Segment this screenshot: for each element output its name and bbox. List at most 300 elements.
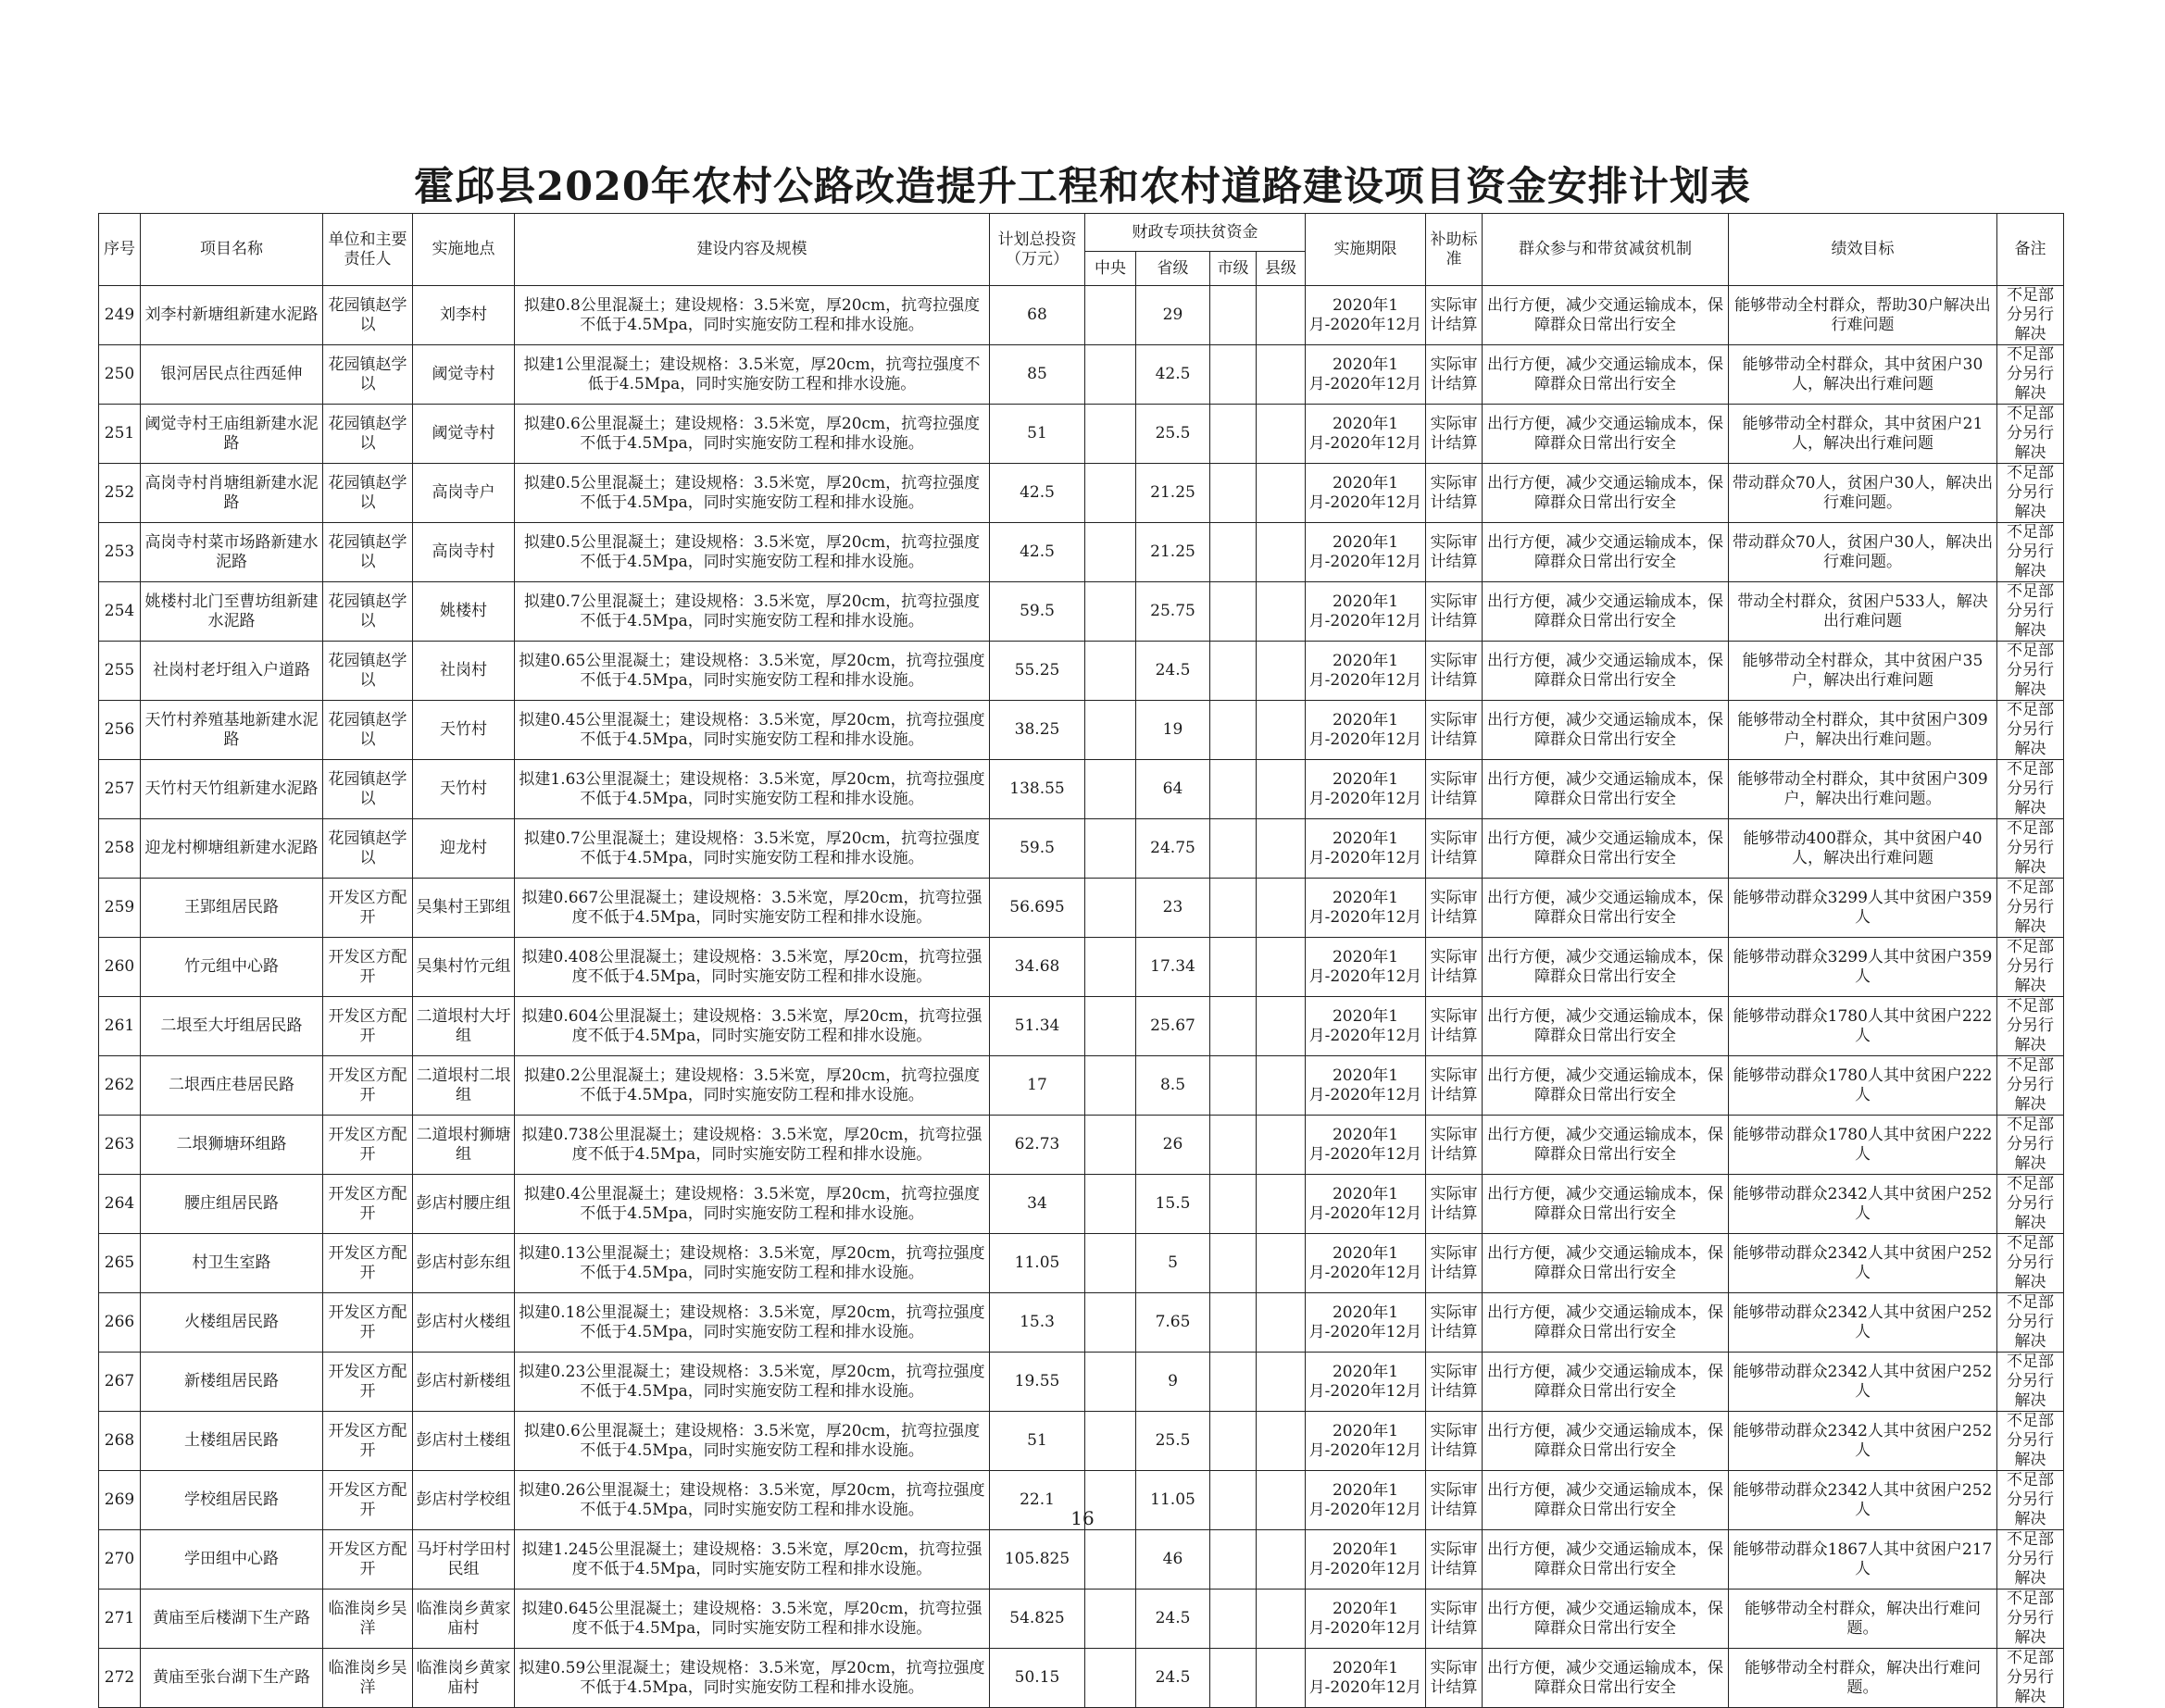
cell-subsidy: 实际审计结算 [1426, 1412, 1483, 1471]
cell-seq: 265 [99, 1234, 141, 1293]
cell-subsidy: 实际审计结算 [1426, 1590, 1483, 1649]
cell-total: 54.825 [990, 1590, 1085, 1649]
header-total: 计划总投资（万元） [990, 214, 1085, 286]
cell-total: 51.34 [990, 997, 1085, 1056]
cell-province: 25.5 [1136, 1412, 1210, 1471]
cell-seq: 270 [99, 1530, 141, 1590]
header-city: 市级 [1210, 252, 1257, 286]
cell-remark: 不足部分另行解决 [1997, 286, 2064, 345]
cell-county [1257, 1234, 1306, 1293]
cell-goal: 能够带动全村群众，其中贫困户309户，解决出行难问题。 [1729, 701, 1997, 760]
cell-name: 天竹村养殖基地新建水泥路 [141, 701, 323, 760]
cell-county [1257, 1353, 1306, 1412]
header-mechanism: 群众参与和带贫减贫机制 [1483, 214, 1729, 286]
cell-content: 拟建1.245公里混凝土；建设规格：3.5米宽，厚20cm，抗弯拉强度不低于4.5Mpa，同时实施安防工程和排水设施。 [515, 1530, 990, 1590]
cell-remark: 不足部分另行解决 [1997, 1530, 2064, 1590]
cell-location: 彭店村腰庄组 [413, 1175, 515, 1234]
cell-remark: 不足部分另行解决 [1997, 1649, 2064, 1708]
cell-city [1210, 523, 1257, 582]
cell-central [1085, 760, 1136, 819]
cell-remark: 不足部分另行解决 [1997, 1590, 2064, 1649]
cell-period: 2020年1月-2020年12月 [1306, 582, 1426, 642]
cell-remark: 不足部分另行解决 [1997, 1056, 2064, 1116]
cell-name: 姚楼村北门至曹坊组新建水泥路 [141, 582, 323, 642]
cell-goal: 能够带动全村群众，其中贫困户309户，解决出行难问题。 [1729, 760, 1997, 819]
cell-goal: 能够带动全村群众，帮助30户解决出行难问题 [1729, 286, 1997, 345]
cell-mechanism: 出行方便，减少交通运输成本，保障群众日常出行安全 [1483, 1530, 1729, 1590]
cell-location: 彭店村火楼组 [413, 1293, 515, 1353]
cell-remark: 不足部分另行解决 [1997, 1234, 2064, 1293]
cell-unit: 开发区方配开 [323, 1293, 413, 1353]
cell-city [1210, 1649, 1257, 1708]
cell-remark: 不足部分另行解决 [1997, 523, 2064, 582]
cell-content: 拟建0.18公里混凝土；建设规格：3.5米宽，厚20cm，抗弯拉强度不低于4.5Mpa，同时实施安防工程和排水设施。 [515, 1293, 990, 1353]
cell-content: 拟建0.6公里混凝土；建设规格：3.5米宽，厚20cm，抗弯拉强度不低于4.5Mpa，同时实施安防工程和排水设施。 [515, 1412, 990, 1471]
cell-name: 学校组居民路 [141, 1471, 323, 1530]
cell-unit: 开发区方配开 [323, 1412, 413, 1471]
cell-content: 拟建0.5公里混凝土；建设规格：3.5米宽，厚20cm，抗弯拉强度不低于4.5Mpa，同时实施安防工程和排水设施。 [515, 523, 990, 582]
cell-period: 2020年1月-2020年12月 [1306, 345, 1426, 405]
cell-name: 黄庙至后楼湖下生产路 [141, 1590, 323, 1649]
cell-unit: 花园镇赵学以 [323, 286, 413, 345]
cell-remark: 不足部分另行解决 [1997, 345, 2064, 405]
cell-subsidy: 实际审计结算 [1426, 1116, 1483, 1175]
cell-location: 二道垠村狮塘组 [413, 1116, 515, 1175]
cell-remark: 不足部分另行解决 [1997, 642, 2064, 701]
cell-unit: 花园镇赵学以 [323, 345, 413, 405]
cell-unit: 花园镇赵学以 [323, 642, 413, 701]
cell-city [1210, 464, 1257, 523]
cell-subsidy: 实际审计结算 [1426, 1234, 1483, 1293]
cell-location: 二道垠村二垠组 [413, 1056, 515, 1116]
cell-seq: 262 [99, 1056, 141, 1116]
cell-unit: 开发区方配开 [323, 1234, 413, 1293]
cell-central [1085, 819, 1136, 879]
cell-name: 新楼组居民路 [141, 1353, 323, 1412]
header-row [99, 214, 2064, 252]
cell-mechanism: 出行方便，减少交通运输成本，保障群众日常出行安全 [1483, 642, 1729, 701]
cell-city [1210, 1293, 1257, 1353]
cell-central [1085, 1649, 1136, 1708]
cell-subsidy: 实际审计结算 [1426, 819, 1483, 879]
cell-total: 11.05 [990, 1234, 1085, 1293]
cell-mechanism: 出行方便，减少交通运输成本，保障群众日常出行安全 [1483, 819, 1729, 879]
cell-county [1257, 1530, 1306, 1590]
cell-period: 2020年1月-2020年12月 [1306, 819, 1426, 879]
cell-province: 46 [1136, 1530, 1210, 1590]
cell-remark: 不足部分另行解决 [1997, 701, 2064, 760]
cell-seq: 251 [99, 405, 141, 464]
cell-unit: 临淮岗乡吴 洋 [323, 1649, 413, 1708]
cell-location: 姚楼村 [413, 582, 515, 642]
cell-period: 2020年1月-2020年12月 [1306, 1412, 1426, 1471]
cell-goal: 能够带动群众2342人其中贫困户252人 [1729, 1353, 1997, 1412]
cell-total: 19.55 [990, 1353, 1085, 1412]
cell-city [1210, 405, 1257, 464]
cell-mechanism: 出行方便，减少交通运输成本，保障群众日常出行安全 [1483, 997, 1729, 1056]
cell-total: 85 [990, 345, 1085, 405]
cell-unit: 开发区方配开 [323, 997, 413, 1056]
cell-content: 拟建0.8公里混凝土；建设规格：3.5米宽，厚20cm，抗弯拉强度不低于4.5Mpa，同时实施安防工程和排水设施。 [515, 286, 990, 345]
cell-seq: 272 [99, 1649, 141, 1708]
cell-content: 拟建0.4公里混凝土；建设规格：3.5米宽，厚20cm，抗弯拉强度不低于4.5Mpa，同时实施安防工程和排水设施。 [515, 1175, 990, 1234]
cell-total: 17 [990, 1056, 1085, 1116]
cell-period: 2020年1月-2020年12月 [1306, 405, 1426, 464]
cell-total: 59.5 [990, 582, 1085, 642]
cell-mechanism: 出行方便，减少交通运输成本，保障群众日常出行安全 [1483, 879, 1729, 938]
cell-central [1085, 1175, 1136, 1234]
cell-seq: 257 [99, 760, 141, 819]
cell-period: 2020年1月-2020年12月 [1306, 997, 1426, 1056]
cell-city [1210, 1590, 1257, 1649]
cell-seq: 252 [99, 464, 141, 523]
cell-total: 34 [990, 1175, 1085, 1234]
table-row [99, 938, 2064, 997]
cell-goal: 能够带动群众2342人其中贫困户252人 [1729, 1234, 1997, 1293]
cell-city [1210, 286, 1257, 345]
table-row [99, 642, 2064, 701]
cell-unit: 临淮岗乡吴 洋 [323, 1590, 413, 1649]
table-row [99, 701, 2064, 760]
cell-content: 拟建0.5公里混凝土；建设规格：3.5米宽，厚20cm，抗弯拉强度不低于4.5Mpa，同时实施安防工程和排水设施。 [515, 464, 990, 523]
cell-city [1210, 642, 1257, 701]
cell-subsidy: 实际审计结算 [1426, 1530, 1483, 1590]
cell-content: 拟建0.7公里混凝土；建设规格：3.5米宽，厚20cm，抗弯拉强度不低于4.5Mpa，同时实施安防工程和排水设施。 [515, 819, 990, 879]
cell-goal: 带动群众70人，贫困户30人，解决出行难问题。 [1729, 523, 1997, 582]
cell-city [1210, 1116, 1257, 1175]
header-name: 项目名称 [141, 214, 323, 286]
cell-county [1257, 286, 1306, 345]
cell-goal: 能够带动群众1780人其中贫困户222人 [1729, 997, 1997, 1056]
cell-subsidy: 实际审计结算 [1426, 760, 1483, 819]
cell-mechanism: 出行方便，减少交通运输成本，保障群众日常出行安全 [1483, 464, 1729, 523]
cell-period: 2020年1月-2020年12月 [1306, 1353, 1426, 1412]
header-remark: 备注 [1997, 214, 2064, 286]
cell-unit: 开发区方配开 [323, 938, 413, 997]
cell-subsidy: 实际审计结算 [1426, 1353, 1483, 1412]
cell-province: 9 [1136, 1353, 1210, 1412]
table-row [99, 286, 2064, 345]
table-row [99, 1412, 2064, 1471]
cell-period: 2020年1月-2020年12月 [1306, 701, 1426, 760]
cell-content: 拟建0.45公里混凝土；建设规格：3.5米宽，厚20cm，抗弯拉强度不低于4.5Mpa，同时实施安防工程和排水设施。 [515, 701, 990, 760]
cell-goal: 能够带动全村群众，其中贫困户21人，解决出行难问题 [1729, 405, 1997, 464]
cell-name: 社岗村老圩组入户道路 [141, 642, 323, 701]
cell-province: 29 [1136, 286, 1210, 345]
cell-content: 拟建0.13公里混凝土；建设规格：3.5米宽，厚20cm，抗弯拉强度不低于4.5Mpa，同时实施安防工程和排水设施。 [515, 1234, 990, 1293]
cell-mechanism: 出行方便，减少交通运输成本，保障群众日常出行安全 [1483, 1412, 1729, 1471]
cell-central [1085, 1234, 1136, 1293]
cell-location: 彭店村学校组 [413, 1471, 515, 1530]
cell-goal: 能够带动群众1780人其中贫困户222人 [1729, 1116, 1997, 1175]
cell-goal: 能够带动全村群众，其中贫困户30人，解决出行难问题 [1729, 345, 1997, 405]
header-seq: 序号 [99, 214, 141, 286]
cell-total: 22.1 [990, 1471, 1085, 1530]
cell-unit: 开发区方配开 [323, 1116, 413, 1175]
cell-total: 105.825 [990, 1530, 1085, 1590]
cell-mechanism: 出行方便，减少交通运输成本，保障群众日常出行安全 [1483, 1590, 1729, 1649]
cell-name: 高岗寺村肖塘组新建水泥路 [141, 464, 323, 523]
cell-city [1210, 1234, 1257, 1293]
cell-total: 38.25 [990, 701, 1085, 760]
cell-city [1210, 938, 1257, 997]
cell-subsidy: 实际审计结算 [1426, 701, 1483, 760]
table-row [99, 582, 2064, 642]
cell-period: 2020年1月-2020年12月 [1306, 1471, 1426, 1530]
cell-period: 2020年1月-2020年12月 [1306, 1590, 1426, 1649]
cell-remark: 不足部分另行解决 [1997, 938, 2064, 997]
cell-province: 23 [1136, 879, 1210, 938]
cell-total: 59.5 [990, 819, 1085, 879]
header-subsidy: 补助标准 [1426, 214, 1483, 286]
cell-subsidy: 实际审计结算 [1426, 1056, 1483, 1116]
cell-content: 拟建0.604公里混凝土；建设规格：3.5米宽，厚20cm，抗弯拉强度不低于4.5Mpa，同时实施安防工程和排水设施。 [515, 997, 990, 1056]
cell-name: 学田组中心路 [141, 1530, 323, 1590]
cell-location: 阈觉寺村 [413, 345, 515, 405]
cell-location: 迎龙村 [413, 819, 515, 879]
table-row [99, 1175, 2064, 1234]
cell-county [1257, 879, 1306, 938]
table-row [99, 1293, 2064, 1353]
cell-subsidy: 实际审计结算 [1426, 1649, 1483, 1708]
header-period: 实施期限 [1306, 214, 1426, 286]
cell-city [1210, 1353, 1257, 1412]
page-title: 霍邱县2020年农村公路改造提升工程和农村道路建设项目资金安排计划表 [414, 164, 1751, 210]
table-row [99, 405, 2064, 464]
cell-location: 刘李村 [413, 286, 515, 345]
cell-central [1085, 1056, 1136, 1116]
cell-city [1210, 1175, 1257, 1234]
cell-province: 24.75 [1136, 819, 1210, 879]
cell-seq: 261 [99, 997, 141, 1056]
cell-goal: 能够带动群众2342人其中贫困户252人 [1729, 1175, 1997, 1234]
cell-total: 68 [990, 286, 1085, 345]
cell-period: 2020年1月-2020年12月 [1306, 938, 1426, 997]
cell-county [1257, 997, 1306, 1056]
cell-content: 拟建0.408公里混凝土；建设规格：3.5米宽，厚20cm，抗弯拉强度不低于4.5Mpa，同时实施安防工程和排水设施。 [515, 938, 990, 997]
cell-seq: 259 [99, 879, 141, 938]
cell-location: 彭店村新楼组 [413, 1353, 515, 1412]
cell-period: 2020年1月-2020年12月 [1306, 1234, 1426, 1293]
table-row [99, 997, 2064, 1056]
cell-mechanism: 出行方便，减少交通运输成本，保障群众日常出行安全 [1483, 405, 1729, 464]
cell-total: 50.15 [990, 1649, 1085, 1708]
header-county: 县级 [1257, 252, 1306, 286]
cell-goal: 能够带动群众2342人其中贫困户252人 [1729, 1471, 1997, 1530]
cell-name: 迎龙村柳塘组新建水泥路 [141, 819, 323, 879]
cell-period: 2020年1月-2020年12月 [1306, 1530, 1426, 1590]
cell-remark: 不足部分另行解决 [1997, 879, 2064, 938]
cell-county [1257, 1590, 1306, 1649]
cell-county [1257, 1293, 1306, 1353]
cell-seq: 250 [99, 345, 141, 405]
cell-seq: 266 [99, 1293, 141, 1353]
cell-name: 二垠至大圩组居民路 [141, 997, 323, 1056]
table-row [99, 819, 2064, 879]
cell-central [1085, 642, 1136, 701]
cell-county [1257, 405, 1306, 464]
cell-province: 24.5 [1136, 642, 1210, 701]
cell-province: 25.5 [1136, 405, 1210, 464]
table-row [99, 1530, 2064, 1590]
cell-seq: 254 [99, 582, 141, 642]
cell-total: 138.55 [990, 760, 1085, 819]
cell-province: 21.25 [1136, 523, 1210, 582]
cell-unit: 花园镇赵学以 [323, 405, 413, 464]
cell-mechanism: 出行方便，减少交通运输成本，保障群众日常出行安全 [1483, 1175, 1729, 1234]
cell-name: 黄庙至张台湖下生产路 [141, 1649, 323, 1708]
cell-seq: 268 [99, 1412, 141, 1471]
cell-remark: 不足部分另行解决 [1997, 1175, 2064, 1234]
cell-total: 34.68 [990, 938, 1085, 997]
cell-province: 5 [1136, 1234, 1210, 1293]
cell-central [1085, 938, 1136, 997]
cell-name: 村卫生室路 [141, 1234, 323, 1293]
cell-remark: 不足部分另行解决 [1997, 464, 2064, 523]
cell-county [1257, 523, 1306, 582]
cell-subsidy: 实际审计结算 [1426, 997, 1483, 1056]
cell-mechanism: 出行方便，减少交通运输成本，保障群众日常出行安全 [1483, 1353, 1729, 1412]
cell-central [1085, 879, 1136, 938]
cell-unit: 开发区方配开 [323, 1530, 413, 1590]
cell-mechanism: 出行方便，减少交通运输成本，保障群众日常出行安全 [1483, 523, 1729, 582]
cell-period: 2020年1月-2020年12月 [1306, 1293, 1426, 1353]
cell-central [1085, 345, 1136, 405]
cell-goal: 能够带动群众3299人其中贫困户359人 [1729, 879, 1997, 938]
fund-plan-table [98, 213, 2064, 1708]
cell-location: 天竹村 [413, 701, 515, 760]
cell-location: 高岗寺村 [413, 523, 515, 582]
cell-county [1257, 1056, 1306, 1116]
table-row [99, 1116, 2064, 1175]
cell-name: 银河居民点往西延伸 [141, 345, 323, 405]
header-location: 实施地点 [413, 214, 515, 286]
cell-name: 天竹村天竹组新建水泥路 [141, 760, 323, 819]
table-row [99, 523, 2064, 582]
cell-location: 天竹村 [413, 760, 515, 819]
cell-city [1210, 760, 1257, 819]
cell-name: 竹元组中心路 [141, 938, 323, 997]
cell-subsidy: 实际审计结算 [1426, 938, 1483, 997]
table-row [99, 1590, 2064, 1649]
cell-county [1257, 938, 1306, 997]
cell-goal: 能够带动全村群众，解决出行难问题。 [1729, 1649, 1997, 1708]
cell-province: 11.05 [1136, 1471, 1210, 1530]
cell-unit: 开发区方配开 [323, 1353, 413, 1412]
cell-content: 拟建0.26公里混凝土；建设规格：3.5米宽，厚20cm，抗弯拉强度不低于4.5Mpa，同时实施安防工程和排水设施。 [515, 1471, 990, 1530]
cell-remark: 不足部分另行解决 [1997, 997, 2064, 1056]
cell-central [1085, 1590, 1136, 1649]
cell-goal: 能够带动全村群众，其中贫困户35户，解决出行难问题 [1729, 642, 1997, 701]
cell-goal: 能够带动全村群众，解决出行难问题。 [1729, 1590, 1997, 1649]
cell-unit: 花园镇赵学以 [323, 464, 413, 523]
cell-subsidy: 实际审计结算 [1426, 405, 1483, 464]
cell-central [1085, 701, 1136, 760]
cell-mechanism: 出行方便，减少交通运输成本，保障群众日常出行安全 [1483, 286, 1729, 345]
cell-content: 拟建0.667公里混凝土；建设规格：3.5米宽，厚20cm，抗弯拉强度不低于4.5Mpa，同时实施安防工程和排水设施。 [515, 879, 990, 938]
cell-mechanism: 出行方便，减少交通运输成本，保障群众日常出行安全 [1483, 1056, 1729, 1116]
header-goal: 绩效目标 [1729, 214, 1997, 286]
cell-county [1257, 1175, 1306, 1234]
cell-province: 25.75 [1136, 582, 1210, 642]
cell-unit: 开发区方配开 [323, 879, 413, 938]
cell-seq: 253 [99, 523, 141, 582]
cell-period: 2020年1月-2020年12月 [1306, 1175, 1426, 1234]
cell-location: 临淮岗乡黄家庙村 [413, 1590, 515, 1649]
cell-seq: 258 [99, 819, 141, 879]
cell-province: 42.5 [1136, 345, 1210, 405]
cell-location: 马圩村学田村民组 [413, 1530, 515, 1590]
cell-seq: 271 [99, 1590, 141, 1649]
cell-seq: 255 [99, 642, 141, 701]
cell-subsidy: 实际审计结算 [1426, 286, 1483, 345]
cell-content: 拟建1.63公里混凝土；建设规格：3.5米宽，厚20cm，抗弯拉强度不低于4.5Mpa，同时实施安防工程和排水设施。 [515, 760, 990, 819]
header-province: 省级 [1136, 252, 1210, 286]
cell-county [1257, 760, 1306, 819]
cell-location: 吴集村王郢组 [413, 879, 515, 938]
table-row [99, 1056, 2064, 1116]
cell-location: 吴集村竹元组 [413, 938, 515, 997]
cell-name: 高岗寺村菜市场路新建水泥路 [141, 523, 323, 582]
cell-location: 临淮岗乡黄家庙村 [413, 1649, 515, 1708]
cell-central [1085, 1353, 1136, 1412]
cell-mechanism: 出行方便，减少交通运输成本，保障群众日常出行安全 [1483, 1116, 1729, 1175]
cell-seq: 260 [99, 938, 141, 997]
cell-city [1210, 1530, 1257, 1590]
cell-mechanism: 出行方便，减少交通运输成本，保障群众日常出行安全 [1483, 345, 1729, 405]
cell-city [1210, 1412, 1257, 1471]
cell-period: 2020年1月-2020年12月 [1306, 879, 1426, 938]
cell-total: 51 [990, 405, 1085, 464]
cell-unit: 花园镇赵学以 [323, 819, 413, 879]
cell-central [1085, 1293, 1136, 1353]
cell-province: 7.65 [1136, 1293, 1210, 1353]
cell-remark: 不足部分另行解决 [1997, 819, 2064, 879]
header-fund: 财政专项扶贫资金 [1085, 214, 1306, 252]
cell-goal: 带动全村群众，贫困户533人，解决出行难问题 [1729, 582, 1997, 642]
cell-location: 二道垠村大圩组 [413, 997, 515, 1056]
cell-province: 21.25 [1136, 464, 1210, 523]
cell-province: 24.5 [1136, 1649, 1210, 1708]
cell-province: 25.67 [1136, 997, 1210, 1056]
cell-central [1085, 523, 1136, 582]
cell-location: 阈觉寺村 [413, 405, 515, 464]
cell-remark: 不足部分另行解决 [1997, 1412, 2064, 1471]
cell-unit: 花园镇赵学以 [323, 701, 413, 760]
cell-province: 17.34 [1136, 938, 1210, 997]
table-row [99, 1649, 2064, 1708]
cell-county [1257, 464, 1306, 523]
cell-content: 拟建0.645公里混凝土；建设规格：3.5米宽，厚20cm，抗弯拉强度不低于4.5Mpa，同时实施安防工程和排水设施。 [515, 1590, 990, 1649]
cell-county [1257, 819, 1306, 879]
cell-unit: 开发区方配开 [323, 1175, 413, 1234]
cell-central [1085, 1116, 1136, 1175]
cell-period: 2020年1月-2020年12月 [1306, 1649, 1426, 1708]
cell-goal: 能够带动群众1867人其中贫困户217人 [1729, 1530, 1997, 1590]
cell-province: 15.5 [1136, 1175, 1210, 1234]
cell-total: 42.5 [990, 464, 1085, 523]
cell-mechanism: 出行方便，减少交通运输成本，保障群众日常出行安全 [1483, 938, 1729, 997]
cell-subsidy: 实际审计结算 [1426, 642, 1483, 701]
cell-period: 2020年1月-2020年12月 [1306, 464, 1426, 523]
cell-remark: 不足部分另行解决 [1997, 1116, 2064, 1175]
cell-province: 26 [1136, 1116, 1210, 1175]
cell-goal: 能够带动400群众，其中贫困户40人，解决出行难问题 [1729, 819, 1997, 879]
cell-total: 15.3 [990, 1293, 1085, 1353]
cell-seq: 267 [99, 1353, 141, 1412]
cell-central [1085, 286, 1136, 345]
cell-city [1210, 345, 1257, 405]
